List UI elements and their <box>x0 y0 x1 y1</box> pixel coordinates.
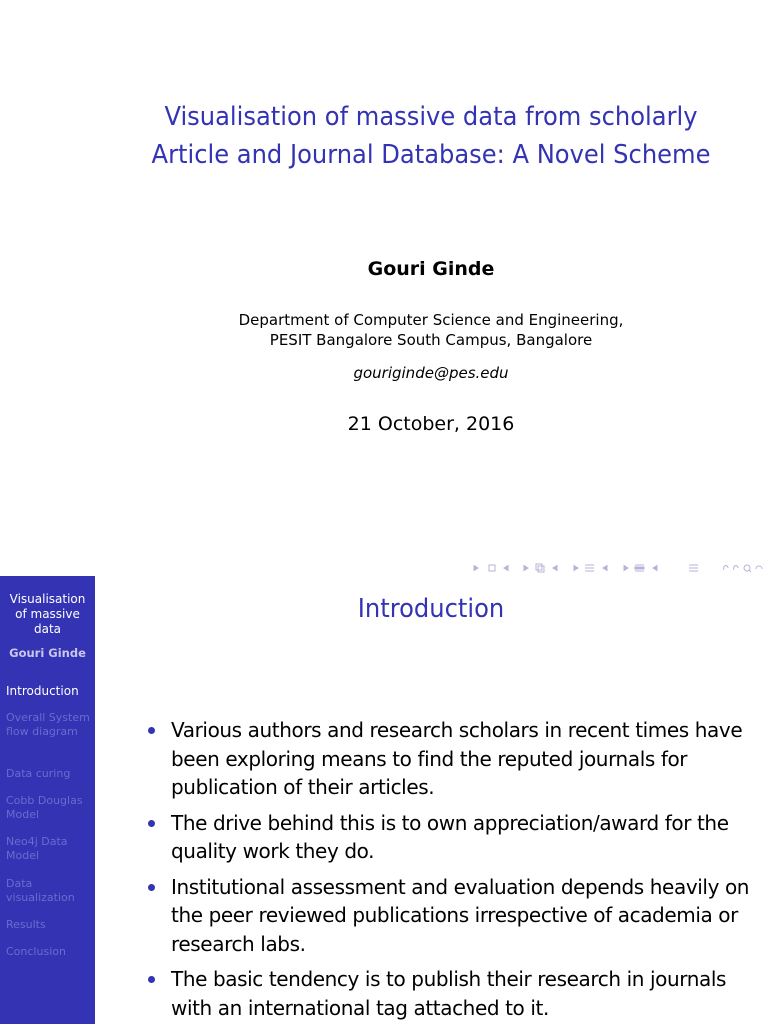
bullet-text: The basic tendency is to publish their research in journals with an international tag attached to it. <box>171 967 727 1020</box>
sidebar-item-data-curing[interactable]: Data curing <box>6 767 71 780</box>
sidebar-title[interactable]: Visualisation of massive data <box>9 592 86 636</box>
sidebar-item-results[interactable]: Results <box>6 918 46 931</box>
bullet-icon <box>148 884 155 891</box>
sidebar-item-cobb-douglas-model[interactable]: Cobb Douglas Model <box>6 794 83 821</box>
bullet-text: Institutional assessment and evaluation depends heavily on the peer reviewed publications irrespective of academia or research labs. <box>171 874 750 956</box>
sidebar-item-neo4j-data-model[interactable]: Neo4j Data Model <box>6 835 68 862</box>
affiliation <box>130 310 732 350</box>
bullet-text: Various authors and research scholars in recent times have been exploring means to find the reputed journals for publication of their articles. <box>171 718 743 799</box>
author-email: gouriginde@pes.edu <box>353 364 509 382</box>
list-item <box>148 965 758 1022</box>
beamer-navigation-bar <box>470 561 766 575</box>
sidebar-item-introduction[interactable]: Introduction <box>6 684 79 698</box>
list-item <box>148 716 758 802</box>
section-title: Introduction <box>357 594 505 624</box>
department-line: Department of Computer Science and Engineering, <box>238 311 624 329</box>
sidebar-item-data-visualization[interactable]: Data visualization <box>6 877 75 904</box>
author-name: Gouri Ginde <box>367 258 495 280</box>
bullet-text: The drive behind this is to own appreciation/award for the quality work they do. <box>171 810 729 863</box>
sidebar-item-conclusion[interactable]: Conclusion <box>6 945 66 958</box>
nav-symbols-icon[interactable] <box>470 561 766 575</box>
bullet-list <box>148 716 758 1029</box>
presentation-date: 21 October, 2016 <box>347 413 515 435</box>
sidebar-item-overall-system-flow-diagram[interactable]: Overall System flow diagram <box>6 711 90 738</box>
list-item <box>148 809 758 866</box>
bullet-icon <box>148 976 155 983</box>
sidebar-author[interactable]: Gouri Ginde <box>9 646 86 660</box>
list-item <box>148 873 758 959</box>
sidebar <box>0 576 95 1024</box>
bullet-icon <box>148 727 155 734</box>
presentation-title: Visualisation of massive data from scholarly Article and Journal Database: A Novel Scheme <box>151 102 711 170</box>
bullet-icon <box>148 820 155 827</box>
campus-line: PESIT Bangalore South Campus, Bangalore <box>269 331 593 349</box>
introduction-slide <box>0 576 768 1024</box>
